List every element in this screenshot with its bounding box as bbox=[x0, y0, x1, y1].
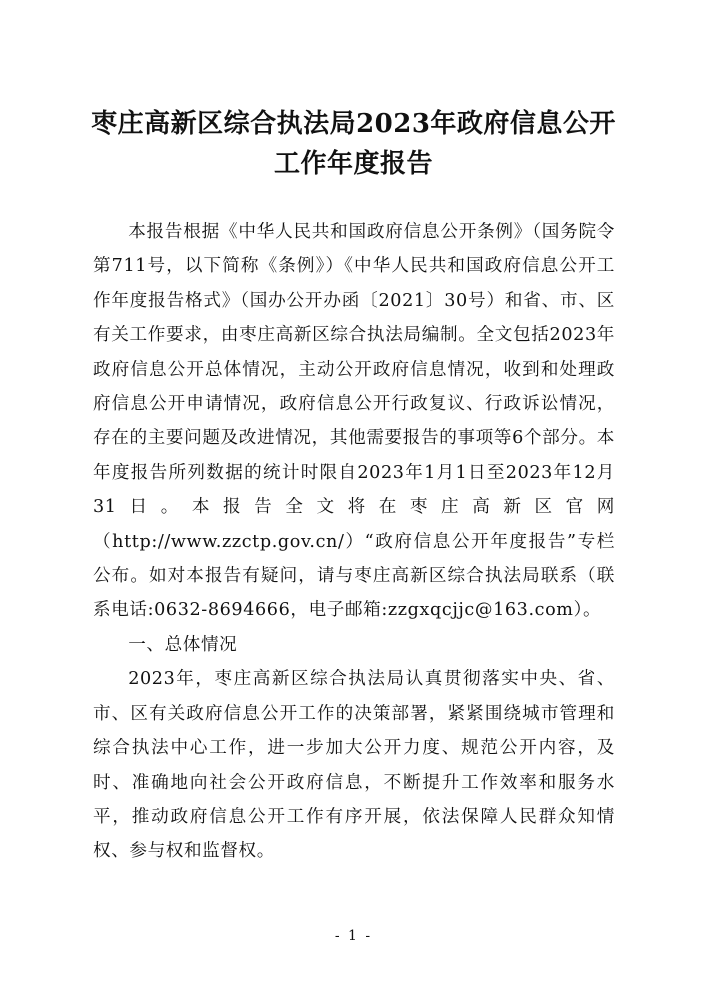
intro-paragraph: 本报告根据《中华人民共和国政府信息公开条例》（国务院令第711号，以下简称《条例》）《中华人民共和国政府信息公开工作年度报告格式》（国办公开办函〔2021〕30号）和省、市、区有关工作要求，由枣庄高新区综合执法局编制。全文包括2023年政府信息公开总体情况，主动公开政府信息情况，收到和处理政府信息公开申请情况，政府信息公开行政复议、行政诉讼情况，存在的主要问题及改进情况，其他需要报告的事项等6个部分。本年度报告所列数据的统计时限自2023年1月1日至2023年12月31日。本报告全文将在枣庄高新区官网（http://www.zzctp.gov.cn/）“政府信息公开年度报告”专栏公布。如对本报告有疑问，请与枣庄高新区综合执法局联系（联系电话:0632-8694666，电子邮箱:zzgxqcjjc@163.com）。 bbox=[93, 222, 615, 621]
title-line-2: 工作年度报告 bbox=[273, 149, 433, 179]
section-1-heading: 一、总体情况 bbox=[128, 634, 238, 655]
title-line-1: 枣庄高新区综合执法局2023年政府信息公开 bbox=[91, 109, 616, 139]
document-title bbox=[90, 104, 617, 184]
section-1-paragraph: 2023年，枣庄高新区综合执法局认真贯彻落实中央、省、市、区有关政府信息公开工作的决策部署，紧紧围绕城市管理和综合执法中心工作，进一步加大公开力度、规范公开内容，及时、准确地向社会公开政府信息，不断提升工作效率和服务水平，推动政府信息公开工作有序开展，依法保障人民群众知情权、参与权和监督权。 bbox=[93, 669, 615, 862]
document-body bbox=[93, 215, 615, 869]
page-number: - 1 - bbox=[334, 928, 373, 944]
